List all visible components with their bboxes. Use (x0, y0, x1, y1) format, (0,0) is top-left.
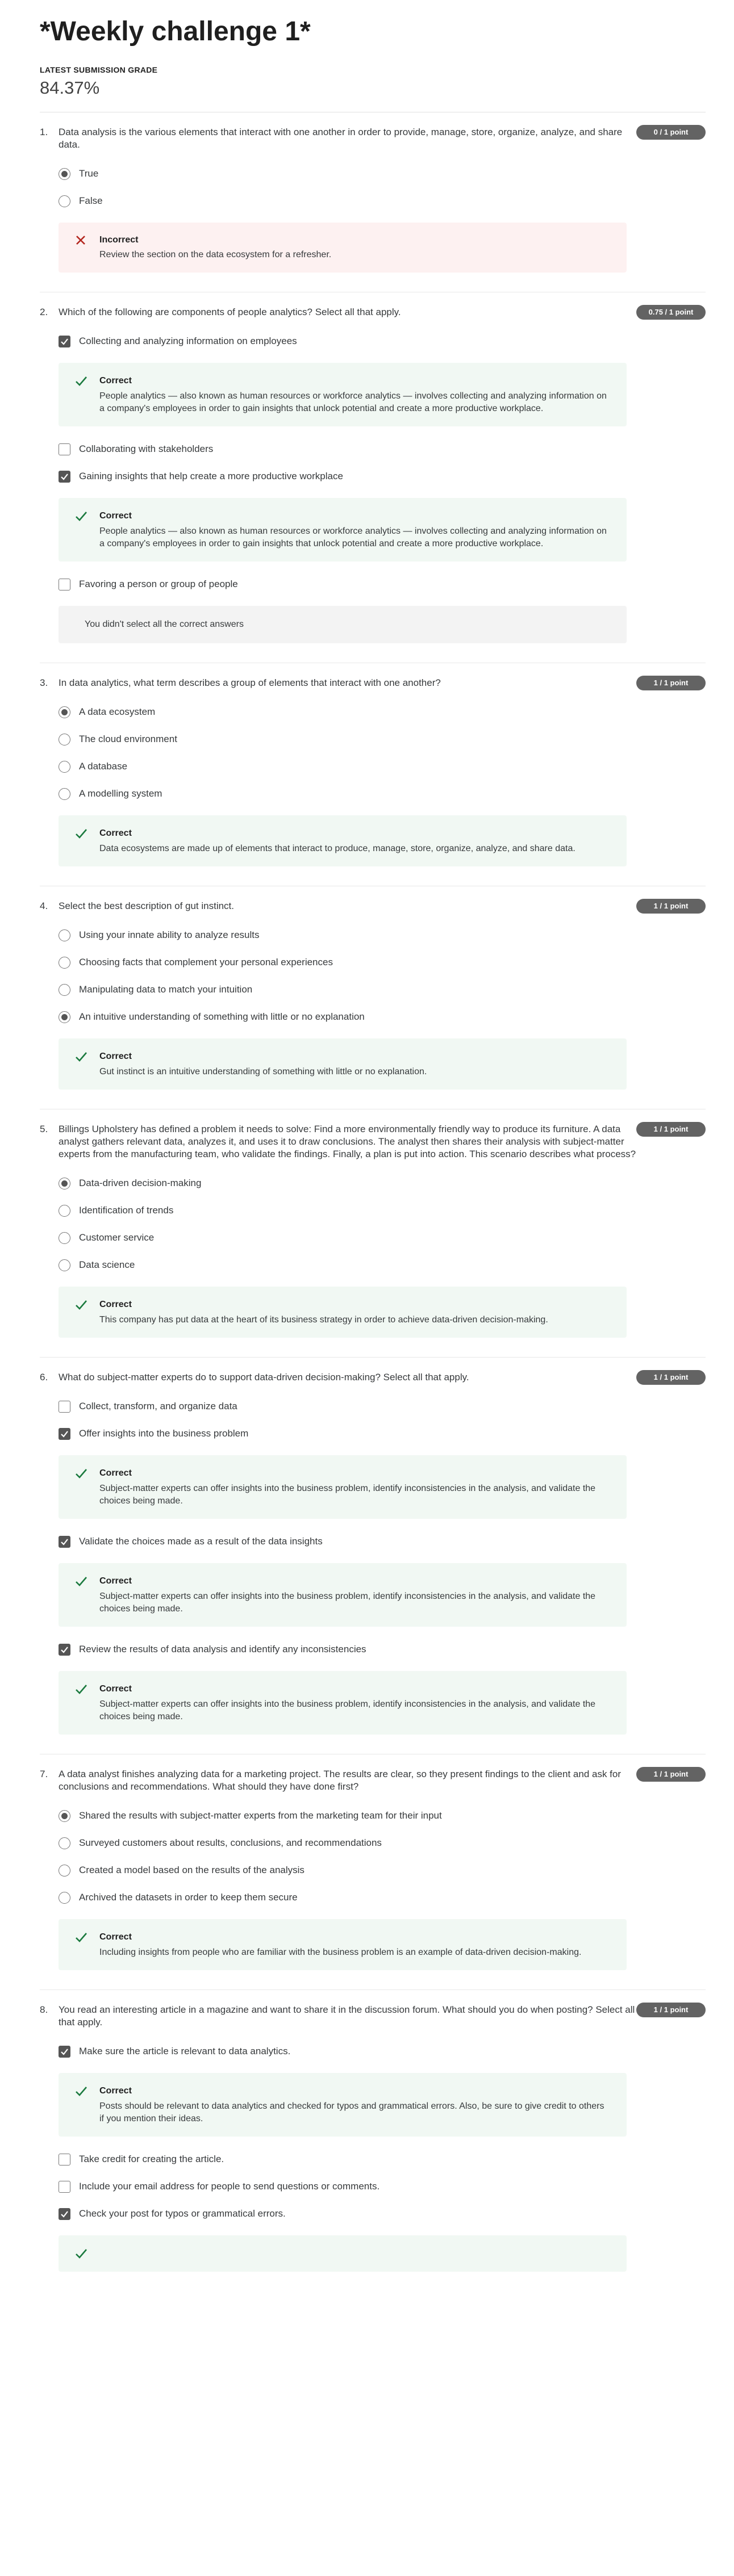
feedback-text: People analytics — also known as human resources or workforce analytics — involves collecting and analyzing information on a company's employees in order to gain insights that unlock potential and create a more productive workplace. (99, 526, 607, 548)
question-number: 1. (40, 127, 48, 137)
correct-icon (74, 1682, 99, 1696)
radio-button[interactable] (59, 168, 70, 180)
radio-button[interactable] (59, 1259, 70, 1271)
radio-button[interactable] (59, 1205, 70, 1217)
option-label: Favoring a person or group of people (79, 579, 238, 589)
option-label: The cloud environment (79, 734, 177, 744)
radio-option[interactable] (59, 698, 706, 726)
checkbox-option[interactable] (59, 571, 706, 598)
feedback-text: Subject-matter experts can offer insights into the business problem, identify inconsistencies in the analysis, and validate the choices being made. (99, 1591, 596, 1614)
feedback-correct (59, 1287, 627, 1338)
question-text: Which of the following are components of people analytics? Select all that apply. (59, 307, 401, 317)
question-number: 5. (40, 1124, 48, 1134)
option-label: Created a model based on the results of the analysis (79, 1865, 305, 1875)
option-label: Using your innate ability to analyze results (79, 929, 260, 940)
checkbox[interactable] (59, 1536, 70, 1548)
correct-icon (74, 509, 99, 523)
correct-icon (74, 827, 99, 840)
feedback-title-text: Correct (99, 511, 132, 521)
checkbox-option[interactable] (59, 1636, 706, 1663)
feedback-correct (59, 1455, 627, 1519)
checkbox[interactable] (59, 1401, 70, 1413)
checkbox-tick-icon (60, 2047, 69, 2056)
question-number: 7. (40, 1769, 48, 1779)
question-prompt (40, 1990, 706, 2029)
checkbox-option[interactable] (59, 2038, 706, 2065)
checkbox-option[interactable] (59, 2173, 706, 2200)
feedback-title (74, 1930, 611, 1944)
feedback-text: People analytics — also known as human resources or workforce analytics — involves collecting and analyzing information on a company's employees in order to gain insights that unlock potential and create a more productive workplace. (99, 391, 607, 413)
feedback-title-text: Correct (99, 2086, 132, 2096)
checkmark-icon (74, 374, 88, 388)
feedback-neutral (59, 606, 627, 643)
option-label: Surveyed customers about results, conclusions, and recommendations (79, 1837, 382, 1848)
points-badge: 1 / 1 point (636, 1767, 706, 1782)
feedback-text: Review the section on the data ecosystem for a refresher. (99, 250, 332, 259)
question-text: What do subject-matter experts do to support data-driven decision-making? Select all that apply. (59, 1372, 469, 1383)
points-badge: 1 / 1 point (636, 676, 706, 690)
options-list (40, 1802, 706, 1911)
question-2 (40, 292, 706, 663)
option-label: An intuitive understanding of something with little or no explanation (79, 1011, 365, 1022)
question-text: Billings Upholstery has defined a problem it needs to solve: Find a more environmentally friendly way to produce its furniture. A data analyst gathers relevant data, analyzes it, and uses it to draw conclusions. The analyst then shares their analysis with subject-matter experts from the manufacturing team, who validate the findings. Finally, a plan is put into action. This scenario describes what process? (59, 1124, 636, 1159)
points-badge: 1 / 1 point (636, 899, 706, 914)
radio-button[interactable] (59, 1178, 70, 1189)
feedback-text: Subject-matter experts can offer insights into the business problem, identify inconsistencies in the analysis, and validate the choices being made. (99, 1699, 596, 1721)
radio-button[interactable] (59, 1892, 70, 1904)
radio-option[interactable] (59, 1251, 706, 1279)
question-list (40, 112, 734, 2272)
feedback-title (74, 374, 611, 388)
question-number: 8. (40, 2004, 48, 2015)
checkmark-icon (74, 2247, 88, 2260)
points-badge: 1 / 1 point (636, 1370, 706, 1385)
option-label: A database (79, 761, 128, 772)
radio-option[interactable] (59, 1829, 706, 1857)
option-label: Check your post for typos or grammatical errors. (79, 2208, 286, 2219)
options-list (40, 160, 706, 215)
radio-button[interactable] (59, 788, 70, 800)
radio-button[interactable] (59, 195, 70, 207)
question-number: 3. (40, 677, 48, 688)
feedback-correct (59, 498, 627, 562)
question-number: 6. (40, 1372, 48, 1383)
points-badge: 0 / 1 point (636, 125, 706, 140)
checkbox[interactable] (59, 1428, 70, 1440)
feedback-correct (59, 1563, 627, 1627)
radio-option[interactable] (59, 726, 706, 753)
checkbox-tick-icon (60, 1430, 69, 1438)
option-label: Collaborating with stakeholders (79, 443, 214, 454)
option-label: Take credit for creating the article. (79, 2154, 224, 2164)
question-5 (40, 1109, 706, 1358)
correct-icon (74, 2084, 99, 2098)
radio-button[interactable] (59, 1232, 70, 1244)
feedback-text: This company has put data at the heart of its business strategy in order to achieve data-driven decision-making. (99, 1315, 548, 1325)
checkbox[interactable] (59, 336, 70, 347)
grade-label: LATEST SUBMISSION GRADE (40, 65, 158, 74)
option-label: Choosing facts that complement your personal experiences (79, 957, 333, 967)
radio-option[interactable] (59, 976, 706, 1003)
points-badge: 0.75 / 1 point (636, 305, 706, 320)
option-label: Customer service (79, 1232, 155, 1243)
checkmark-icon (74, 2084, 88, 2098)
checkmark-icon (74, 1930, 88, 1944)
feedback-title (74, 2247, 611, 2260)
checkbox[interactable] (59, 579, 70, 590)
feedback-text: Data ecosystems are made up of elements that interact to produce, manage, store, organize, analyze, and share data. (99, 844, 575, 853)
option-label: Validate the choices made as a result of the data insights (79, 1536, 323, 1547)
checkbox[interactable] (59, 443, 70, 455)
correct-icon (74, 1467, 99, 1480)
feedback-title-text: Correct (99, 1300, 132, 1309)
radio-option[interactable] (59, 1884, 706, 1911)
checkbox-option[interactable] (59, 2146, 706, 2173)
option-label: True (79, 168, 99, 179)
feedback-title (74, 827, 611, 840)
option-label: Archived the datasets in order to keep them secure (79, 1892, 298, 1903)
feedback-title (74, 1050, 611, 1063)
feedback-title-text: Correct (99, 1684, 132, 1694)
checkbox-option[interactable] (59, 463, 706, 490)
options-list (40, 2038, 706, 2272)
radio-option[interactable] (59, 187, 706, 215)
option-label: Offer insights into the business problem (79, 1428, 249, 1439)
feedback-title (74, 509, 611, 523)
question-text: Select the best description of gut instinct. (59, 900, 235, 911)
checkbox-option[interactable] (59, 1420, 706, 1447)
checkmark-icon (74, 1050, 88, 1063)
checkbox-tick-icon (60, 337, 69, 346)
option-label: Data-driven decision-making (79, 1178, 202, 1188)
question-text: In data analytics, what term describes a group of elements that interact with one another? (59, 677, 441, 688)
checkbox[interactable] (59, 2046, 70, 2058)
checkmark-icon (74, 509, 88, 523)
radio-button[interactable] (59, 706, 70, 718)
correct-icon (74, 2247, 99, 2260)
feedback-title (74, 1467, 611, 1480)
question-prompt (40, 112, 706, 151)
question-prompt (40, 1358, 706, 1384)
question-text: You read an interesting article in a magazine and want to share it in the discussion forum. What should you do when posting? Select all that apply. (59, 2004, 635, 2028)
question-number: 2. (40, 307, 48, 317)
feedback-title (74, 1298, 611, 1312)
feedback-correct (59, 815, 627, 866)
checkbox-tick-icon (60, 1538, 69, 1546)
feedback-text: Posts should be relevant to data analytics and checked for typos and grammatical errors. Also, be sure to give credit to others if you mention their ideas. (99, 2101, 604, 2123)
feedback-title (74, 234, 611, 246)
option-label: Collect, transform, and organize data (79, 1401, 237, 1411)
options-list (40, 698, 706, 807)
feedback-incorrect (59, 223, 627, 273)
checkbox-tick-icon (60, 1645, 69, 1654)
feedback-title-text: Correct (99, 1468, 132, 1478)
checkbox-option[interactable] (59, 2200, 706, 2227)
checkbox-option[interactable] (59, 435, 706, 463)
correct-icon (74, 1050, 99, 1063)
radio-button[interactable] (59, 957, 70, 969)
radio-button[interactable] (59, 1810, 70, 1822)
feedback-correct (59, 1919, 627, 1970)
radio-option[interactable] (59, 949, 706, 976)
checkbox[interactable] (59, 2208, 70, 2220)
checkmark-icon (74, 1467, 88, 1480)
checkbox-tick-icon (60, 472, 69, 481)
radio-option[interactable] (59, 1003, 706, 1031)
checkbox-option[interactable] (59, 1393, 706, 1420)
radio-button[interactable] (59, 1865, 70, 1876)
radio-button[interactable] (59, 1837, 70, 1849)
radio-button[interactable] (59, 761, 70, 773)
radio-option[interactable] (59, 1857, 706, 1884)
checkbox-tick-icon (60, 2210, 69, 2218)
radio-option[interactable] (59, 753, 706, 780)
checkbox-option[interactable] (59, 1528, 706, 1555)
feedback-text: Including insights from people who are familiar with the business problem is an example of data-driven decision-making. (99, 1947, 582, 1957)
radio-option[interactable] (59, 160, 706, 187)
correct-icon (74, 1574, 99, 1588)
page-title: *Weekly challenge 1* (40, 16, 311, 47)
radio-option[interactable] (59, 922, 706, 949)
checkmark-icon (74, 1298, 88, 1312)
option-label: Manipulating data to match your intuition (79, 984, 253, 995)
feedback-title (74, 1682, 611, 1696)
question-prompt (40, 663, 706, 689)
question-number: 4. (40, 900, 48, 911)
option-label: False (79, 195, 103, 206)
question-4 (40, 886, 706, 1109)
option-label: Shared the results with subject-matter experts from the marketing team for their input (79, 1810, 442, 1821)
checkbox[interactable] (59, 2154, 70, 2165)
radio-button[interactable] (59, 734, 70, 745)
points-badge: 1 / 1 point (636, 2003, 706, 2017)
question-8 (40, 1990, 706, 2272)
checkmark-icon (74, 827, 88, 840)
question-prompt (40, 1754, 706, 1793)
question-prompt (40, 1109, 706, 1161)
feedback-correct (59, 1671, 627, 1735)
feedback-text: Subject-matter experts can offer insights into the business problem, identify inconsistencies in the analysis, and validate the choices being made. (99, 1484, 596, 1506)
feedback-correct (59, 2235, 627, 2272)
radio-option[interactable] (59, 1197, 706, 1224)
option-label: A data ecosystem (79, 706, 156, 717)
feedback-title-text: Correct (99, 1932, 132, 1942)
feedback-title (74, 2084, 611, 2098)
option-label: Gaining insights that help create a more productive workplace (79, 471, 343, 481)
feedback-correct (59, 2073, 627, 2137)
option-label: Data science (79, 1259, 135, 1270)
radio-option[interactable] (59, 780, 706, 807)
cross-icon (74, 234, 87, 246)
options-list (40, 922, 706, 1031)
feedback-text: You didn't select all the correct answers (85, 619, 244, 629)
checkmark-icon (74, 1682, 88, 1696)
question-prompt (40, 886, 706, 912)
question-text: A data analyst finishes analyzing data for a marketing project. The results are clear, so they present findings to the client and ask for conclusions and recommendations. What should they have done first? (59, 1769, 622, 1792)
feedback-title-text: Correct (99, 1576, 132, 1586)
checkbox[interactable] (59, 1644, 70, 1656)
feedback-title-text: Correct (99, 828, 132, 838)
feedback-title-text: Incorrect (99, 235, 139, 245)
checkbox[interactable] (59, 2181, 70, 2193)
correct-icon (74, 374, 99, 388)
feedback-text: Gut instinct is an intuitive understanding of something with little or no explanation. (99, 1067, 427, 1077)
checkbox-option[interactable] (59, 328, 706, 355)
question-7 (40, 1754, 706, 1990)
checkmark-icon (74, 1574, 88, 1588)
question-6 (40, 1358, 706, 1754)
correct-icon (74, 1930, 99, 1944)
radio-button[interactable] (59, 1011, 70, 1023)
options-list (40, 1393, 706, 1735)
radio-button[interactable] (59, 929, 70, 941)
question-text: Data analysis is the various elements that interact with one another in order to provide, manage, store, organize, analyze, and share data. (59, 127, 623, 150)
option-label: Identification of trends (79, 1205, 174, 1216)
question-3 (40, 663, 706, 886)
incorrect-icon (74, 234, 99, 246)
radio-option[interactable] (59, 1170, 706, 1197)
points-badge: 1 / 1 point (636, 1122, 706, 1137)
radio-button[interactable] (59, 984, 70, 996)
feedback-title (74, 1574, 611, 1588)
radio-option[interactable] (59, 1802, 706, 1829)
option-label: Review the results of data analysis and identify any inconsistencies (79, 1644, 366, 1654)
grade-value: 84.37% (40, 78, 100, 98)
option-label: Collecting and analyzing information on employees (79, 336, 297, 346)
checkbox[interactable] (59, 471, 70, 483)
feedback-correct (59, 1038, 627, 1090)
option-label: A modelling system (79, 788, 162, 799)
feedback-title-text: Correct (99, 1052, 132, 1061)
option-label: Make sure the article is relevant to data analytics. (79, 2046, 291, 2056)
question-1 (40, 112, 706, 292)
correct-icon (74, 1298, 99, 1312)
options-list (40, 1170, 706, 1279)
feedback-title-text: Correct (99, 376, 132, 386)
radio-option[interactable] (59, 1224, 706, 1251)
question-prompt (40, 292, 706, 319)
option-label: Include your email address for people to send questions or comments. (79, 2181, 380, 2192)
options-list (40, 328, 706, 598)
feedback-correct (59, 363, 627, 426)
